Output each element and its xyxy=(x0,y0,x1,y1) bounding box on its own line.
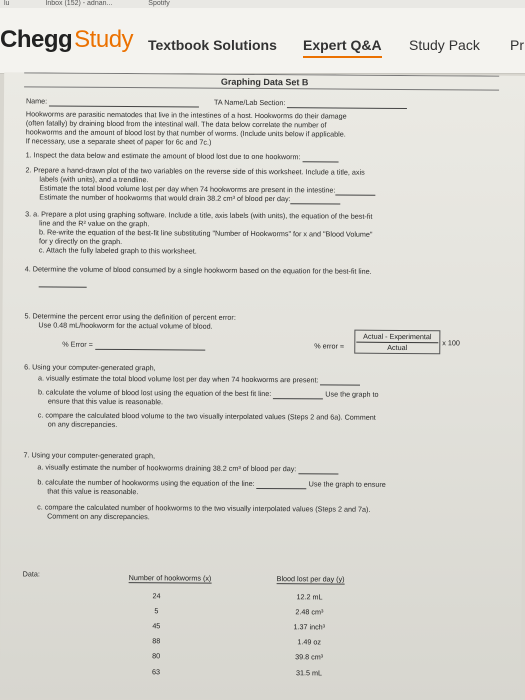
question-2-line-1: 2. Prepare a hand-drawn plot of the two variables on the reverse side of this worksheet. Include a title, axis xyxy=(25,165,365,177)
percent-error-answer: % Error = xyxy=(62,341,205,351)
question-3-line-1: 3. a. Prepare a plot using graphing software. Include a title, axis labels (with units), the equation of the best-fit xyxy=(25,209,373,221)
question-2-line-3: Estimate the total blood volume lost per day when 74 hookworms are present in the intestine: xyxy=(39,184,375,195)
browser-tab-strip xyxy=(0,0,525,8)
question-5-line-1: 5. Determine the percent error using the definition of percent error: xyxy=(24,311,236,322)
question-4: 4. Determine the volume of blood consumed by a single hookworm based on the equation for the best-fit line. xyxy=(24,264,372,276)
intro-line-2: (often fatally) by draining blood from the intestinal wall. The data below correlate the number of xyxy=(25,118,327,130)
question-7-line-1: 7. Using your computer-generated graph, xyxy=(23,450,156,461)
question-3-line-2: line and the R² value on the graph. xyxy=(39,218,150,229)
question-6c-line-2: on any discrepancies. xyxy=(47,419,118,429)
intro-line-3: hookworms and the amount of blood lost by that number of worms. (Include units below if applicable. xyxy=(25,127,346,139)
nav-textbook-solutions[interactable]: Textbook Solutions xyxy=(148,37,277,53)
question-5-line-2: Use 0.48 mL/hookworm for the actual volume of blood. xyxy=(38,320,213,331)
intro-line-1: Hookworms are parasitic nematodes that live in the intestines of a host. Hookworms do their damage xyxy=(25,109,347,121)
logo-main: Chegg xyxy=(0,26,73,53)
chegg-header xyxy=(0,8,525,74)
question-6-line-1: 6. Using your computer-generated graph, xyxy=(24,362,156,373)
percent-error-formula xyxy=(314,331,514,362)
table-header-blood-lost: Blood lost per day (y) xyxy=(276,574,345,584)
worksheet-title: Graphing Data Set B xyxy=(220,76,309,88)
table-cell: 5 xyxy=(154,606,159,616)
question-7a: a. visually estimate the number of hookworms draining 38.2 cm³ of blood per day: xyxy=(37,463,338,474)
table-cell: 39.8 cm³ xyxy=(295,652,324,662)
question-3-line-3: b. Re-write the equation of the best-fit line substituting "Number of Hookworms" for x and "Blood Volume" xyxy=(39,227,373,239)
question-2-line-2: labels (with units), and a trendline. xyxy=(39,174,149,185)
table-cell: 63 xyxy=(151,667,161,677)
worksheet-photo xyxy=(0,72,525,700)
formula-label: % error = xyxy=(314,341,345,351)
question-7c: c. compare the calculated number of hookworms to the two visually interpolated values (Steps 2 and 7a). xyxy=(37,502,371,514)
table-cell: 24 xyxy=(152,591,161,601)
question-7b-line-2: that this value is reasonable. xyxy=(47,486,139,497)
question-2-line-4: Estimate the number of hookworms that would drain 38.2 cm³ of blood per day: xyxy=(39,193,340,204)
table-cell: 88 xyxy=(152,636,161,646)
nav-study-pack[interactable]: Study Pack xyxy=(409,37,480,53)
formula-denominator: Actual xyxy=(387,342,408,353)
formula-multiplier: x 100 xyxy=(442,338,460,348)
logo-sub: Study xyxy=(74,26,134,53)
table-cell: 2.48 cm³ xyxy=(295,607,324,617)
question-6a: a. visually estimate the total blood volume lost per day when 74 hookworms are present: xyxy=(38,374,361,385)
question-6c: c. compare the calculated blood volume to the two visually interpolated values (Steps 2 and 6a). Comment xyxy=(37,410,376,422)
name-field xyxy=(26,97,199,107)
question-3-line-4: for y directly on the graph. xyxy=(38,236,123,247)
intro-line-4: If necessary, use a separate sheet of paper for 6c and 7c.) xyxy=(25,136,212,147)
question-6b-line-2: ensure that this value is reasonable. xyxy=(47,396,164,407)
formula-numerator: Actual - Experimental xyxy=(356,332,438,344)
question-7c-line-2: Comment on any discrepancies. xyxy=(47,511,150,522)
table-header-hookworms: Number of hookworms (x) xyxy=(128,573,212,583)
name-label: Name: xyxy=(25,96,48,106)
question-1: 1. Inspect the data below and estimate the amount of blood lost due to one hookworm: xyxy=(26,151,339,162)
table-cell: 12.2 mL xyxy=(296,592,323,602)
question-3-line-5: c. Attach the fully labeled graph to this worksheet. xyxy=(38,245,197,256)
table-cell: 80 xyxy=(152,651,161,661)
table-cell: 1.37 inch³ xyxy=(293,622,326,632)
data-table xyxy=(87,573,387,678)
browser-tab-3[interactable]: Spotify xyxy=(148,0,170,7)
answer-4-line xyxy=(39,278,87,287)
table-cell: 1.49 oz xyxy=(297,637,322,647)
question-6b: b. calculate the volume of blood lost using the equation of the best fit line: Use the graph to xyxy=(37,387,379,399)
browser-tab-1[interactable]: lu xyxy=(4,0,10,7)
question-7b: b. calculate the number of hookworms using the equation of the line: Use the graph to ensure xyxy=(37,477,386,489)
data-label: Data: xyxy=(22,569,40,579)
ta-field xyxy=(214,99,407,109)
ta-label: TA Name/Lab Section: xyxy=(213,97,286,108)
chegg-study-logo[interactable] xyxy=(0,26,133,54)
table-cell: 45 xyxy=(152,621,161,631)
table-cell: 31.5 mL xyxy=(295,668,323,678)
browser-tab-2[interactable]: Inbox (152) - adnan... xyxy=(45,0,113,7)
nav-expert-qa[interactable]: Expert Q&A xyxy=(303,37,382,58)
nav-more[interactable]: Pr xyxy=(510,37,524,53)
